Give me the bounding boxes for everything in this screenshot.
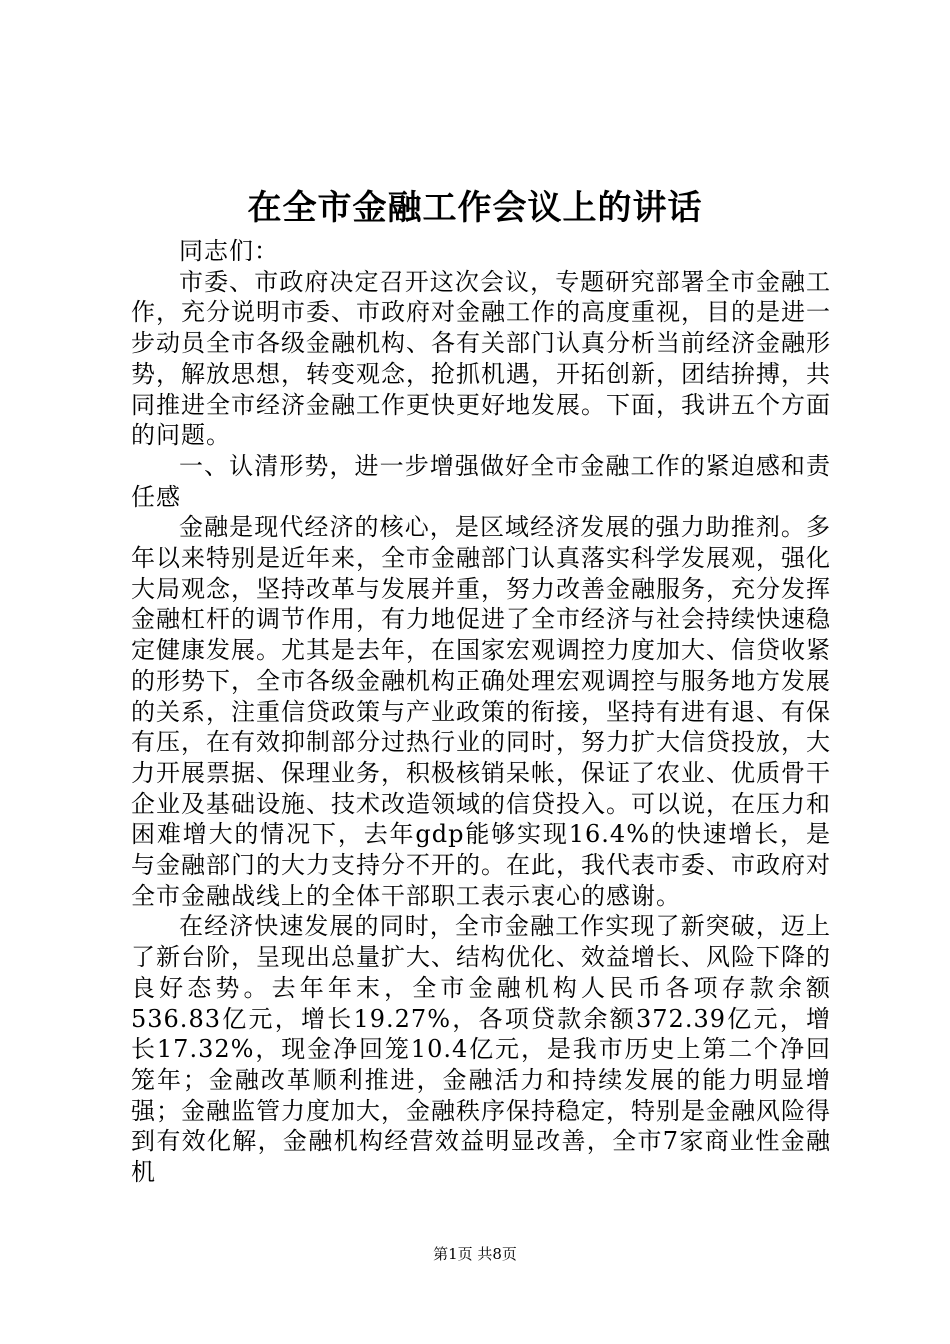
section-heading-1: 一、认清形势，进一步增强做好全市金融工作的紧迫感和责任感 (131, 451, 831, 511)
intro-paragraph: 市委、市政府决定召开这次会议，专题研究部署全市金融工作，充分说明市委、市政府对金融工作的高度重视，目的是进一步动员全市各级金融机构、各有关部门认真分析当前经济金融形势，解放思想，转变观念，抢抓机遇，开拓创新，团结拚搏，共同推进全市经济金融工作更快更好地发展。下面，我讲五个方面的问题。 (131, 267, 831, 450)
salutation-paragraph: 同志们： (179, 237, 279, 265)
document-title: 在全市金融工作会议上的讲话 (247, 188, 703, 228)
body-paragraph: 在经济快速发展的同时，全市金融工作实现了新突破，迈上了新台阶，呈现出总量扩大、结构优化、效益增长、风险下降的良好态势。去年年末，全市金融机构人民币各项存款余额536.83亿元，增长19.27%，各项贷款余额372.39亿元，增长17.32%，现金净回笼10.4亿元，是我市历史上第二个净回笼年；金融改革顺利推进，金融活力和持续发展的能力明显增强；金融监管力度加大，金融秩序保持稳定，特别是金融风险得到有效化解，金融机构经营效益明显改善，全市7家商业性金融机 (131, 912, 831, 1187)
body-paragraph: 金融是现代经济的核心，是区域经济发展的强力助推剂。多年以来特别是近年来，全市金融部门认真落实科学发展观，强化大局观念，坚持改革与发展并重，努力改善金融服务，充分发挥金融杠杆的调节作用，有力地促进了全市经济与社会持续快速稳定健康发展。尤其是去年，在国家宏观调控力度加大、信贷收紧的形势下，全市各级金融机构正确处理宏观调控与服务地方发展的关系，注重信贷政策与产业政策的衔接，坚持有进有退、有保有压，在有效抑制部分过热行业的同时，努力扩大信贷投放，大力开展票据、保理业务，积极核销呆帐，保证了农业、优质骨干企业及基础设施、技术改造领域的信贷投入。可以说，在压力和困难增大的情况下，去年gdp能够实现16.4%的快速增长，是与金融部门的大力支持分不开的。在此，我代表市委、市政府对全市金融战线上的全体干部职工表示衷心的感谢。 (131, 513, 831, 910)
page-number-footer: 第1页 共8页 (433, 1245, 517, 1263)
document-body (131, 236, 831, 1188)
